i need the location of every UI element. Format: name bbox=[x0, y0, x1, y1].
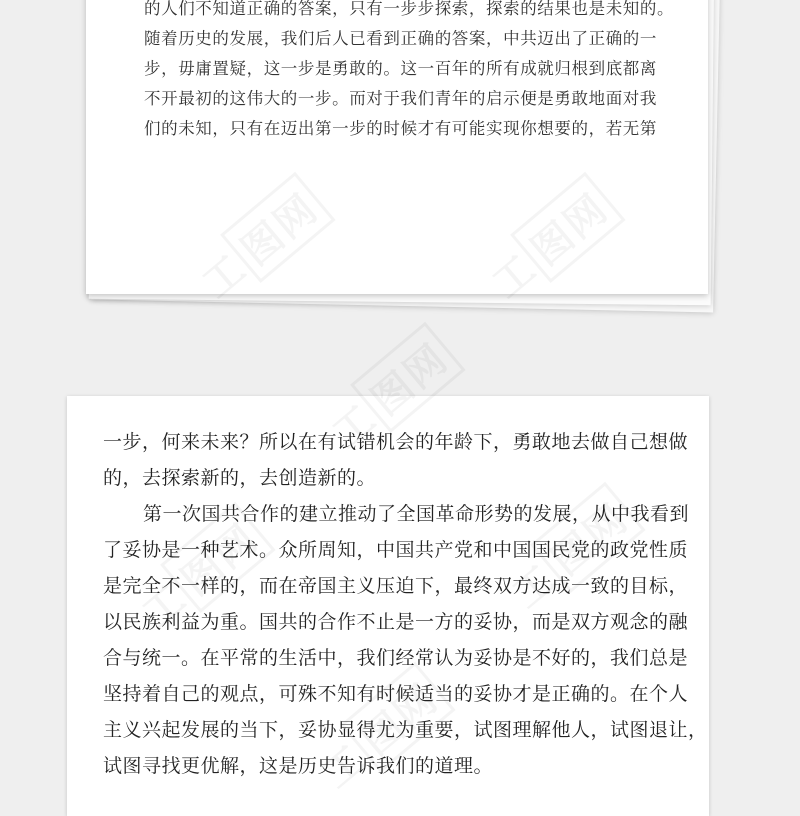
top-document-page bbox=[86, 0, 708, 294]
bottom-document-page bbox=[67, 396, 709, 816]
text-line: 试图寻找更优解，这是历史告诉我们的道理。 bbox=[103, 755, 494, 777]
text-line: 随着历史的发展，我们后人已看到正确的答案，中共迈出了正确的一 bbox=[144, 29, 657, 48]
text-line: 不开最初的这伟大的一步。而对于我们青年的启示便是勇敢地面对我 bbox=[144, 89, 657, 108]
text-line: 坚持着自己的观点，可殊不知有时候适当的妥协才是正确的。在个人 bbox=[103, 683, 689, 705]
text-line: 们的未知，只有在迈出第一步的时候才有可能实现你想要的，若无第 bbox=[144, 119, 657, 138]
paragraph-first-line: 第一次国共合作的建立推动了全国革命形势的发展，从中我看到 bbox=[143, 503, 690, 525]
text-line: 的人们不知道正确的答案，只有一步步探索，探索的结果也是未知的。 bbox=[144, 0, 675, 18]
text-line: 一步，何来未来？所以在有试错机会的年龄下，勇敢地去做自己想做 bbox=[103, 431, 689, 453]
text-line: 是完全不一样的，而在帝国主义压迫下，最终双方达成一致的目标， bbox=[103, 575, 689, 597]
top-page-text bbox=[144, 0, 674, 144]
text-line: 的，去探索新的，去创造新的。 bbox=[103, 467, 377, 489]
text-line: 步，毋庸置疑，这一步是勇敢的。这一百年的所有成就归根到底都离 bbox=[144, 59, 657, 78]
bottom-page-text bbox=[103, 424, 708, 784]
text-line: 合与统一。在平常的生活中，我们经常认为妥协是不好的，我们总是 bbox=[103, 647, 689, 669]
text-line: 了妥协是一种艺术。众所周知，中国共产党和中国国民党的政党性质 bbox=[103, 539, 689, 561]
text-line: 以民族利益为重。国共的合作不止是一方的妥协，而是双方观念的融 bbox=[103, 611, 689, 633]
text-line: 主义兴起发展的当下，妥协显得尤为重要，试图理解他人，试图退让， bbox=[103, 719, 708, 741]
